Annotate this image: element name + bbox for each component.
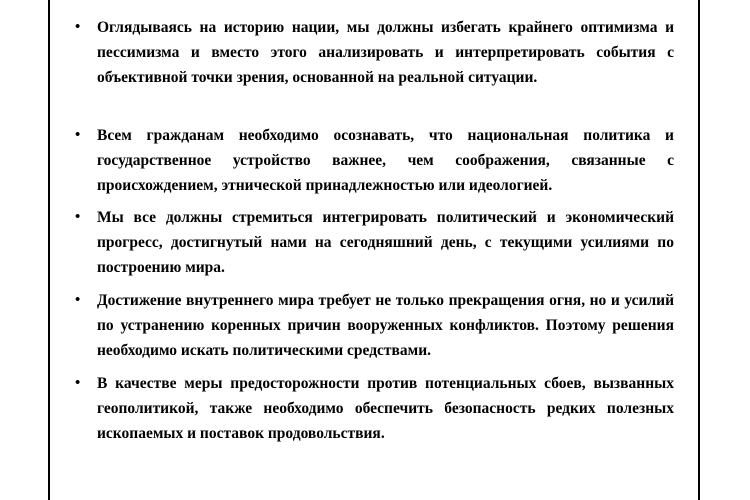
bullet-icon: • <box>75 375 81 391</box>
list-item <box>75 15 674 90</box>
bullet-icon: • <box>75 127 81 143</box>
list-item-text: Оглядываясь на историю нации, мы должны избегать крайнего оптимизма и пессимизма и вместо этого анализировать и интерпретировать события с объективной точки зрения, основанной на реальной ситуации. <box>97 19 674 86</box>
bullet-icon: • <box>75 209 81 225</box>
bullet-icon: • <box>75 19 81 35</box>
list-item <box>75 371 674 446</box>
list-item-text: Всем гражданам необходимо осознавать, что национальная политика и государственное устройство важнее, чем соображения, связанные с происхождением, этнической принадлежностью или идеологией. <box>97 127 674 194</box>
list-item <box>75 205 674 280</box>
bullet-icon: • <box>75 292 81 308</box>
list-item <box>75 123 674 198</box>
list-item-text: Достижение внутреннего мира требует не только прекращения огня, но и усилий по устранению коренных причин вооруженных конфликтов. Поэтому решения необходимо искать политическими средствами. <box>97 292 674 359</box>
list-item-text: В качестве меры предосторожности против потенциальных сбоев, вызванных геополитикой, также необходимо обеспечить безопасность редких полезных ископаемых и поставок продовольствия. <box>97 375 674 442</box>
list-item-text: Мы все должны стремиться интегрировать политический и экономический прогресс, достигнутый нами на сегодняшний день, с текущими усилиями по построению мира. <box>97 209 674 276</box>
list-item <box>75 288 674 363</box>
